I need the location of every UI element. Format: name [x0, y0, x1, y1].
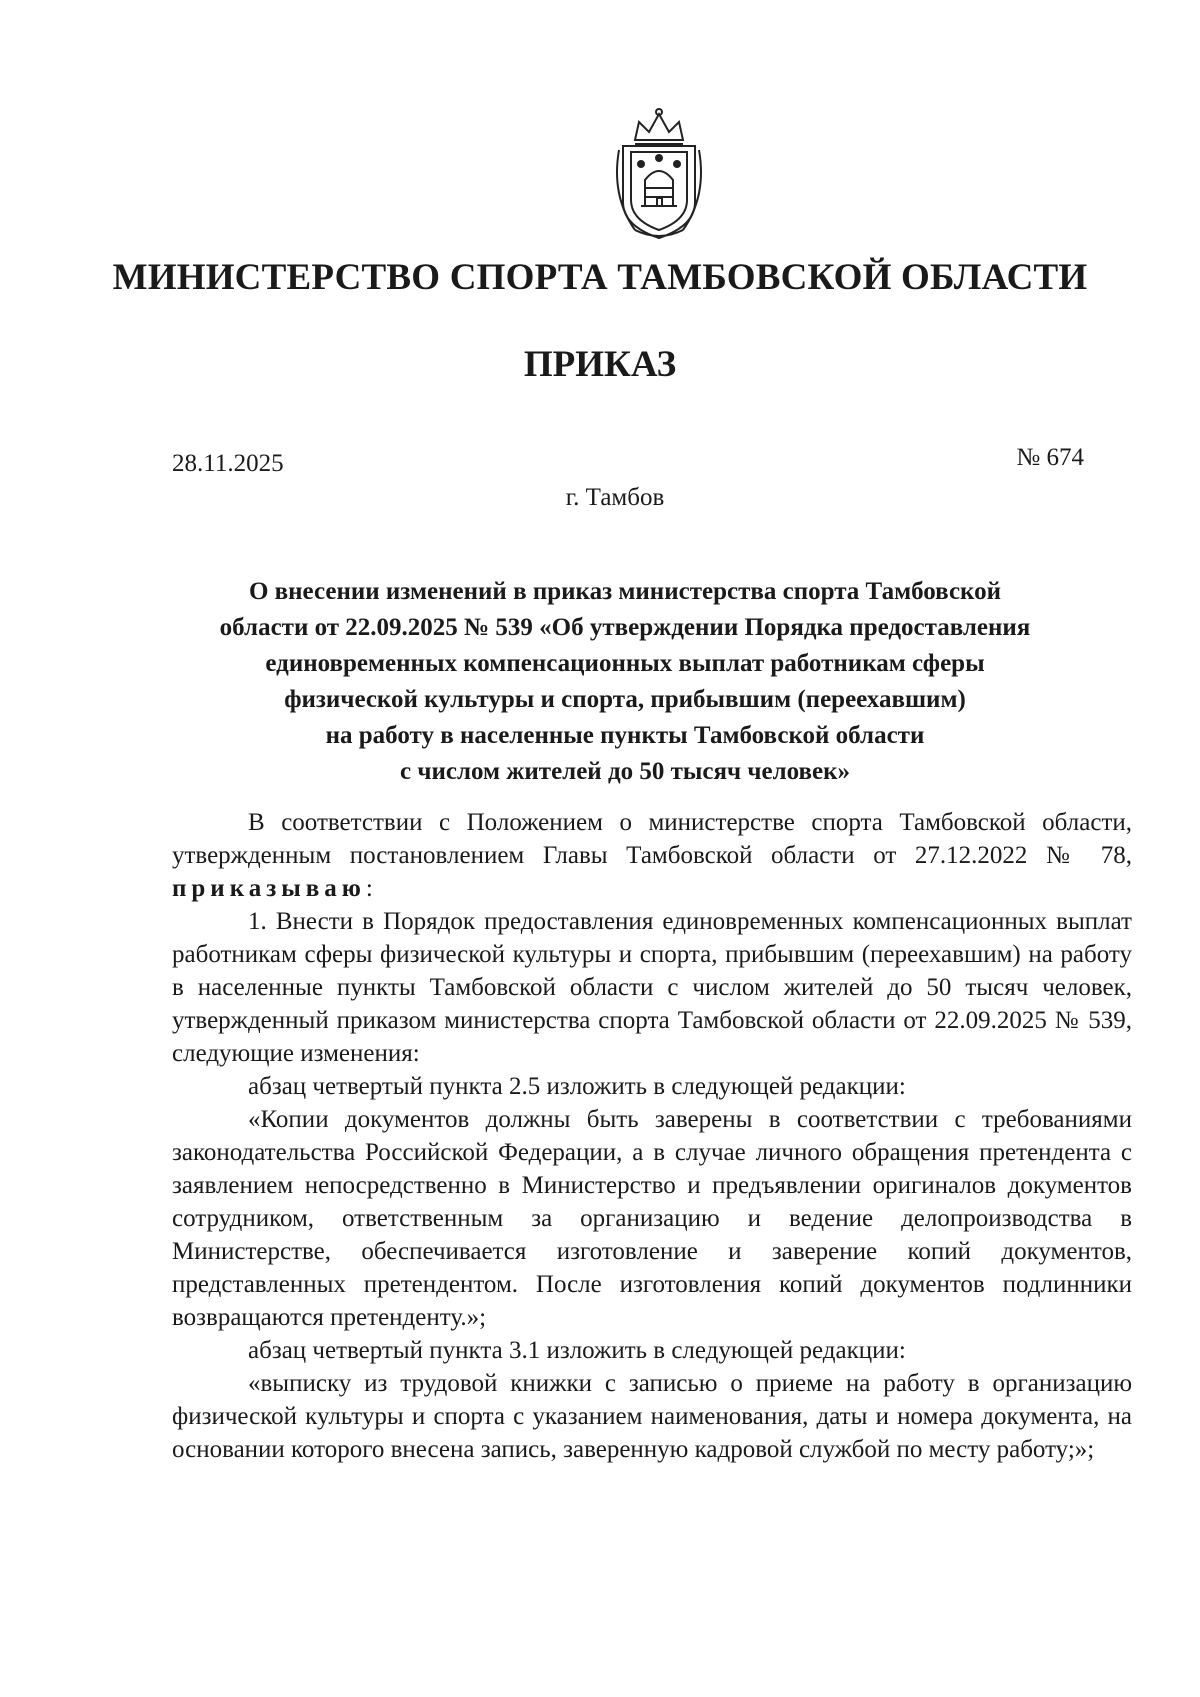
ministry-name: МИНИСТЕРСТВО СПОРТА ТАМБОВСКОЙ ОБЛАСТИ	[112, 257, 1088, 298]
document-type: ПРИКАЗ	[523, 344, 677, 385]
preamble-paragraph	[172, 806, 1132, 905]
order-date: 28.11.2025	[172, 450, 284, 477]
amendment-text-2-5: «Копии документов должны быть заверены в соответствии с требованиями законодательства Российской Федерации, а в случае личного обращения претендента с заявлением непосредственно в Министерство и предъявлении оригиналов документов сотрудником, ответственным за организацию и ведение делопроизводства в Министерстве, обеспечивается изготовление и заверение копий документов, представленных претендентом. После изготовления копий документов подлинники возвращаются претенденту.»;	[172, 1106, 1132, 1331]
title-line: физической культуры и спорта, прибывшим (переехавшим)	[284, 686, 966, 713]
amendment-intro-2-5: абзац четвертый пункта 2.5 изложить в следующей редакции:	[248, 1073, 906, 1100]
amendment-text-3-1: «выписку из трудовой книжки с записью о приеме на работу в организацию физической культуры и спорта с указанием наименования, даты и номера документа, на основании которого внесена запись, заверенную кадровой службой по месту работу;»;	[172, 1370, 1132, 1463]
title-line: единовременных компенсационных выплат работникам сферы	[265, 650, 985, 677]
coat-of-arms-icon	[605, 106, 713, 242]
title-line: О внесении изменений в приказ министерства спорта Тамбовской	[248, 578, 1002, 605]
order-number: № 674	[1016, 444, 1084, 471]
order-verb: приказываю	[172, 875, 366, 902]
amendment-intro-3-1: абзац четвертый пункта 3.1 изложить в следующей редакции:	[248, 1337, 906, 1364]
city: г. Тамбов	[565, 484, 665, 511]
title-line: на работу в населенные пункты Тамбовской области	[325, 722, 925, 749]
preamble-end: :	[365, 875, 373, 902]
order-title	[160, 574, 1090, 790]
preamble-text: В соответствии с Положением о министерстве спорта Тамбовской области, утвержденным постановлением Главы Тамбовской области от 27.12.2022 № 78,	[172, 809, 1132, 869]
order-body	[172, 806, 1132, 1466]
item-1-paragraph: 1. Внести в Порядок предоставления единовременных компенсационных выплат работникам сферы физической культуры и спорта, прибывшим (переехавшим) на работу в населенные пункты Тамбовской области с числом жителей до 50 тысяч человек, утвержденный приказом министерства спорта Тамбовской области от 22.09.2025 № 539, следующие изменения:	[172, 908, 1132, 1067]
title-line: с числом жителей до 50 тысяч человек»	[400, 758, 850, 785]
title-line: области от 22.09.2025 № 539 «Об утверждении Порядка предоставления	[219, 614, 1031, 641]
